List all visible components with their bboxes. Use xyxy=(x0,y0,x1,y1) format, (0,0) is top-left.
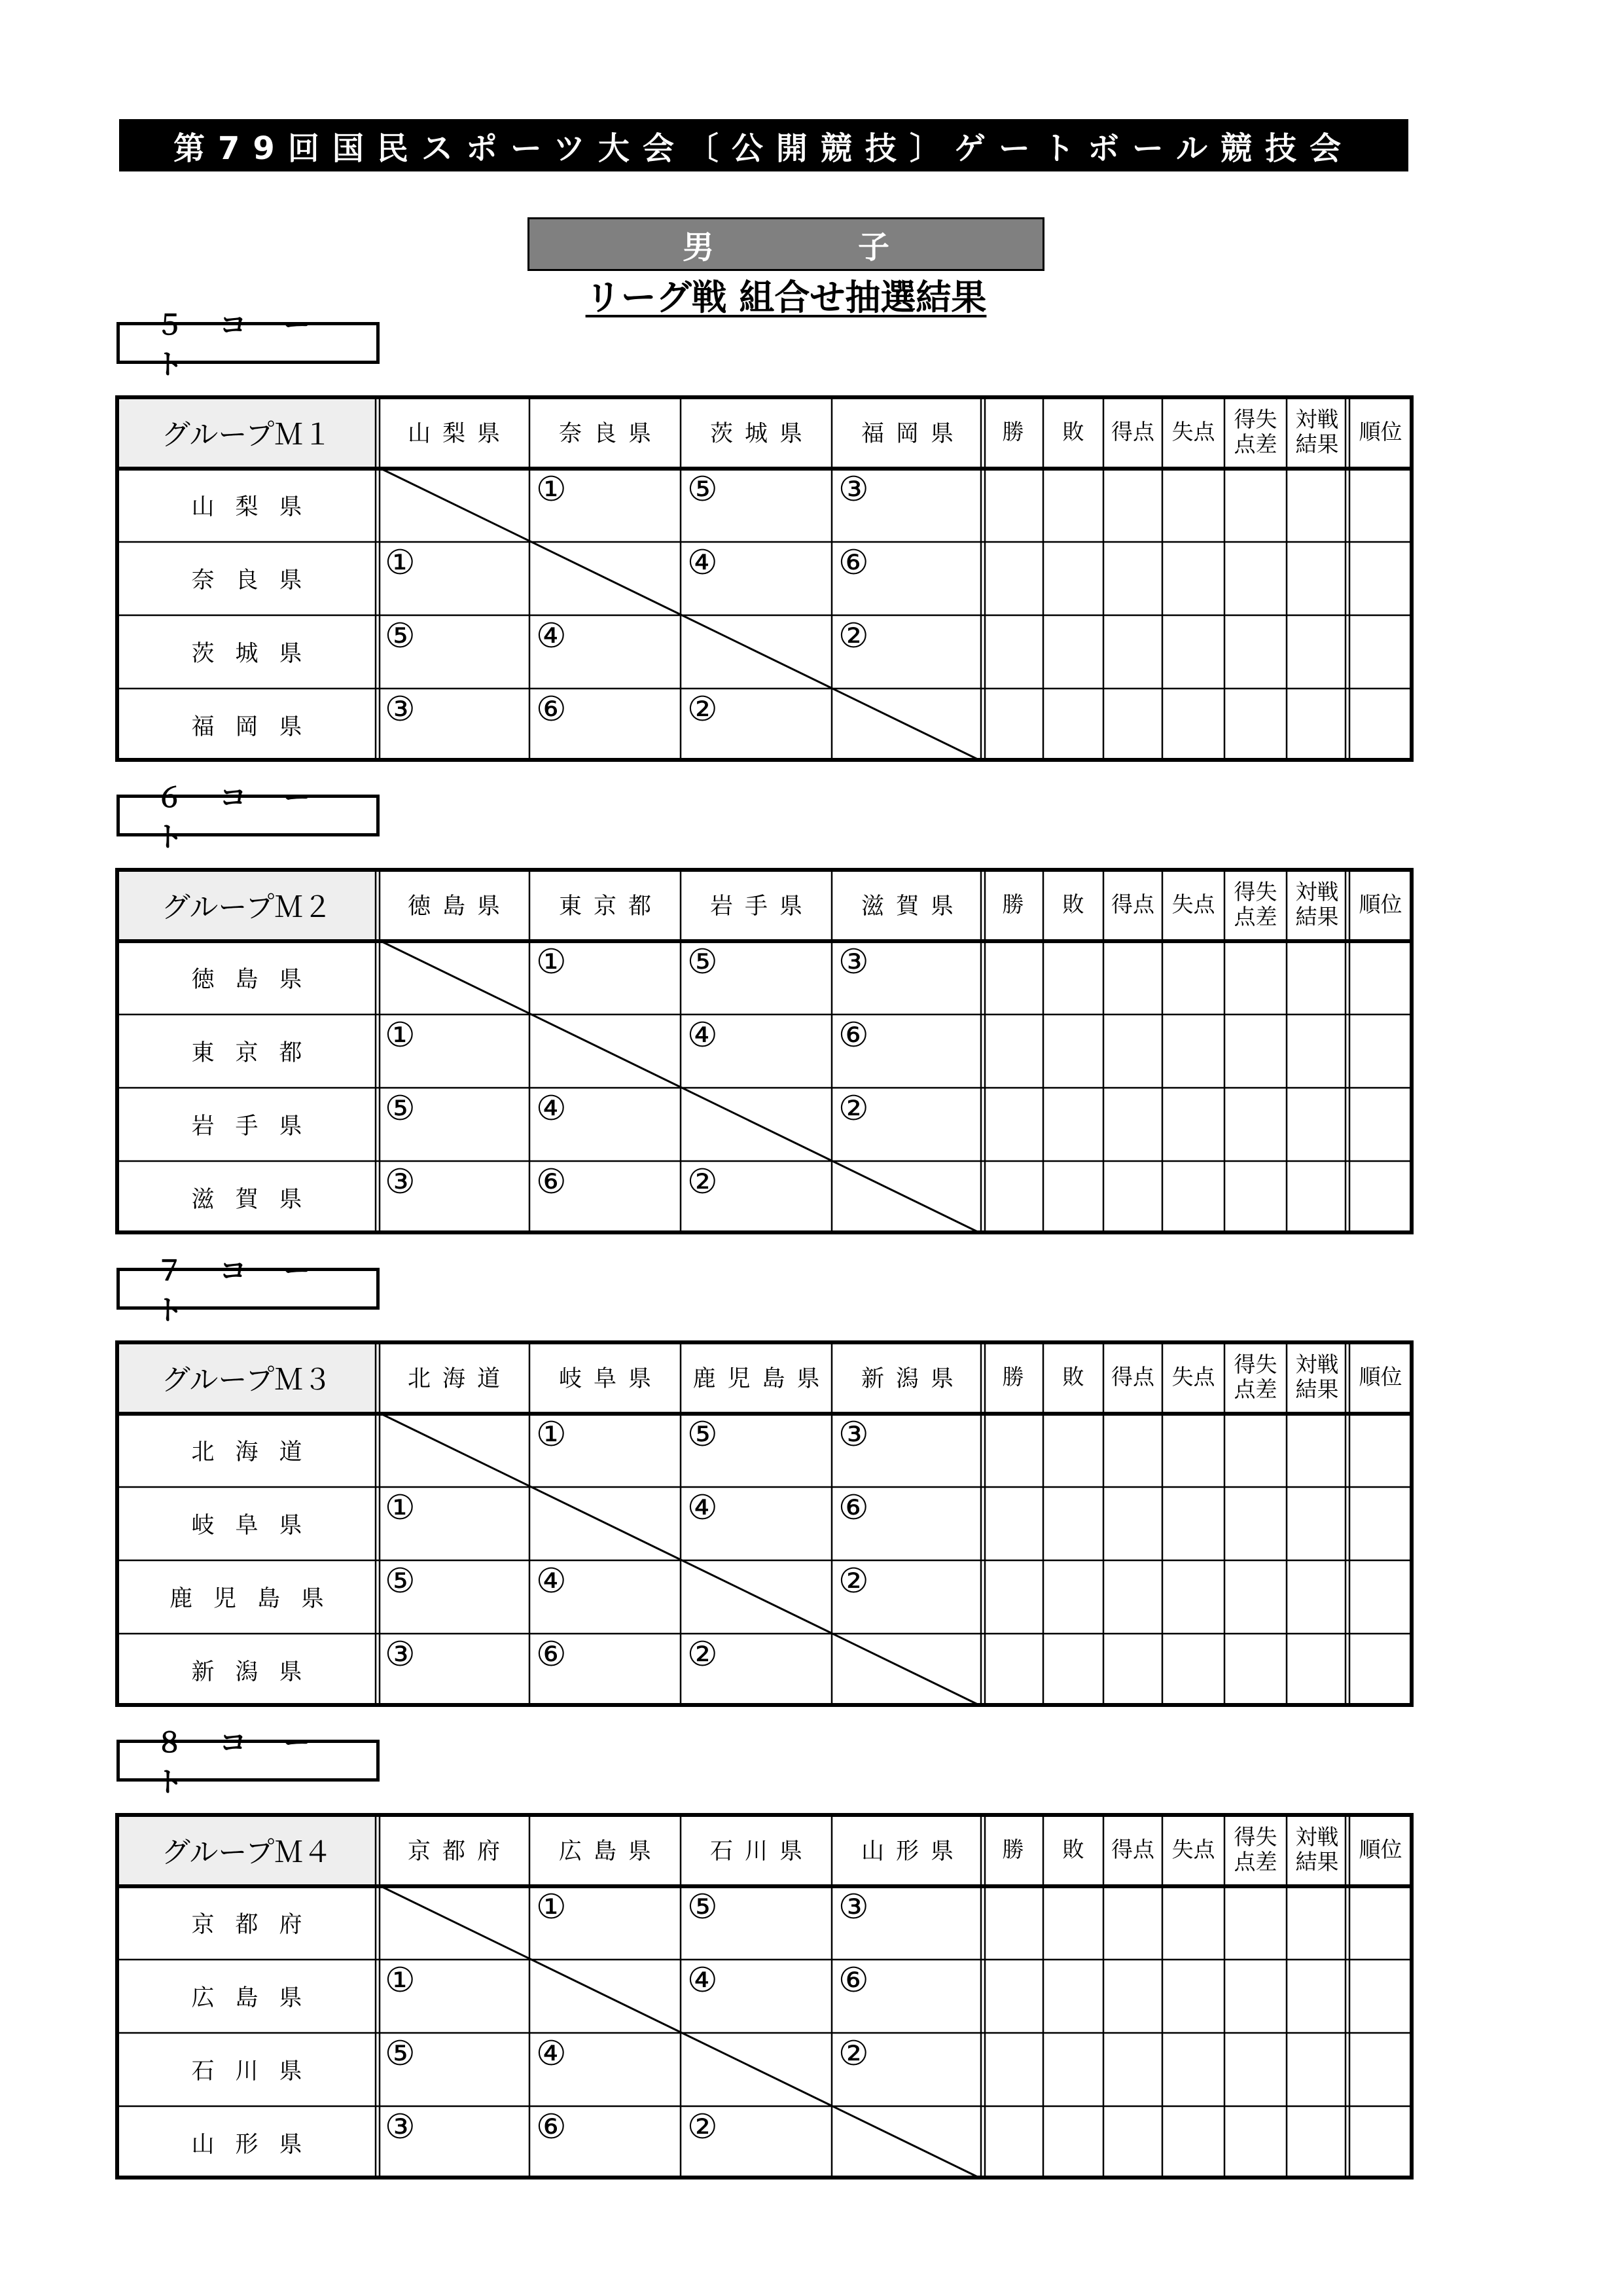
col-team-header: 山梨県 xyxy=(407,421,512,447)
stat-header-line1: 失点 xyxy=(1171,419,1215,444)
stat-header xyxy=(1162,1340,1224,1414)
stat-header xyxy=(983,1813,1043,1886)
row-team-header: 茨城県 xyxy=(191,641,323,667)
stat-header-line1: 失点 xyxy=(1171,1837,1215,1862)
group-table xyxy=(115,868,1414,1234)
match-number: ② xyxy=(838,2034,869,2073)
stat-header xyxy=(1347,868,1414,941)
match-number: ① xyxy=(536,1415,567,1454)
stat-header-line2: 結果 xyxy=(1295,904,1339,929)
court-label: ５コート xyxy=(116,322,380,364)
stat-header-line2: 結果 xyxy=(1295,1849,1339,1874)
match-number: ③ xyxy=(838,1888,869,1927)
row-team-header: 京都府 xyxy=(191,1912,323,1938)
group-table xyxy=(115,395,1414,762)
gender-char-2: 子 xyxy=(858,228,890,266)
court-label: ８コート xyxy=(116,1740,380,1782)
row-team-header: 広島県 xyxy=(191,1985,323,2011)
stat-header-line1: 対戦 xyxy=(1295,406,1339,432)
match-number: ⑤ xyxy=(687,1415,718,1454)
match-number: ④ xyxy=(687,543,718,583)
match-number: ② xyxy=(687,1635,718,1674)
group-table xyxy=(115,1813,1414,2179)
match-number: ⑤ xyxy=(687,1888,718,1927)
stat-header-line1: 失点 xyxy=(1171,1364,1215,1390)
row-team-header: 鹿児島県 xyxy=(169,1586,345,1612)
stat-header xyxy=(1224,1813,1287,1886)
match-number: ⑤ xyxy=(385,617,416,656)
match-number: ⑥ xyxy=(838,1961,869,2000)
row-team-header: 福岡県 xyxy=(191,714,323,740)
col-team-header: 滋賀県 xyxy=(861,893,965,920)
match-number: ⑤ xyxy=(687,942,718,982)
stat-header-line1: 対戦 xyxy=(1295,1824,1339,1850)
stat-header-line1: 対戦 xyxy=(1295,1352,1339,1377)
stat-header xyxy=(1103,395,1162,469)
match-number: ⑤ xyxy=(385,2034,416,2073)
match-number: ② xyxy=(838,617,869,656)
gender-char-1: 男 xyxy=(682,228,714,266)
stat-header-line2: 点差 xyxy=(1234,1849,1277,1874)
col-team-header: 福岡県 xyxy=(861,421,965,447)
stat-header xyxy=(1103,868,1162,941)
stat-header-line1: 得点 xyxy=(1111,1837,1154,1862)
match-number: ⑥ xyxy=(536,1635,567,1674)
row-team-header: 山梨県 xyxy=(191,494,323,520)
competition-title-banner xyxy=(119,119,1408,171)
stat-header-line1: 失点 xyxy=(1171,891,1215,917)
col-team-header: 岐阜県 xyxy=(558,1366,663,1392)
match-number: ⑥ xyxy=(536,690,567,729)
match-number: ② xyxy=(687,690,718,729)
stat-header-line1: 敗 xyxy=(1062,419,1084,444)
row-team-header: 東京都 xyxy=(191,1040,323,1066)
competition-title: 第79回国民スポーツ大会〔公開競技〕ゲートボール競技会 xyxy=(173,130,1354,167)
stat-header-line1: 順位 xyxy=(1359,1364,1402,1390)
stat-header xyxy=(1043,395,1103,469)
group-name: グループＭ４ xyxy=(161,1836,332,1869)
stat-header xyxy=(1287,1813,1347,1886)
stat-header xyxy=(1103,1813,1162,1886)
stat-header-line1: 順位 xyxy=(1359,1837,1402,1862)
col-team-header: 鹿児島県 xyxy=(692,1366,832,1392)
stat-header-line2: 結果 xyxy=(1295,1376,1339,1402)
match-number: ③ xyxy=(838,942,869,982)
match-number: ① xyxy=(536,470,567,509)
match-number: ⑤ xyxy=(687,470,718,509)
match-number: ⑥ xyxy=(838,1016,869,1055)
col-team-header: 北海道 xyxy=(407,1366,512,1392)
match-number: ④ xyxy=(687,1016,718,1055)
stat-header-line2: 点差 xyxy=(1234,431,1277,457)
row-team-header: 滋賀県 xyxy=(191,1187,323,1213)
stat-header-line1: 対戦 xyxy=(1295,879,1339,905)
col-team-header: 石川県 xyxy=(709,1839,814,1865)
stat-header xyxy=(983,1340,1043,1414)
match-number: ⑥ xyxy=(536,2108,567,2147)
match-number: ⑥ xyxy=(838,1488,869,1528)
group-name: グループＭ３ xyxy=(161,1363,332,1397)
row-team-header: 山形県 xyxy=(191,2132,323,2158)
match-number: ② xyxy=(838,1089,869,1128)
stat-header xyxy=(1224,1340,1287,1414)
stat-header-line1: 勝 xyxy=(1002,419,1024,444)
match-number: ④ xyxy=(536,2034,567,2073)
match-number: ③ xyxy=(838,1415,869,1454)
match-number: ② xyxy=(838,1562,869,1601)
match-number: ① xyxy=(536,942,567,982)
col-team-header: 東京都 xyxy=(558,893,663,920)
match-number: ⑥ xyxy=(536,1162,567,1202)
row-team-header: 北海道 xyxy=(191,1439,323,1465)
group-name: グループＭ１ xyxy=(161,418,332,452)
stat-header xyxy=(1162,868,1224,941)
col-team-header: 奈良県 xyxy=(558,421,663,447)
stat-header-line1: 敗 xyxy=(1062,1364,1084,1390)
match-number: ④ xyxy=(687,1488,718,1528)
stat-header-line1: 敗 xyxy=(1062,1837,1084,1862)
match-number: ⑤ xyxy=(385,1089,416,1128)
col-team-header: 山形県 xyxy=(861,1839,965,1865)
gender-banner xyxy=(527,217,1044,271)
stat-header-line1: 得失 xyxy=(1234,1352,1277,1377)
stat-header-line1: 得点 xyxy=(1111,419,1154,444)
match-number: ③ xyxy=(385,1635,416,1674)
stat-header xyxy=(1347,1813,1414,1886)
stat-header xyxy=(983,868,1043,941)
stat-header-line2: 結果 xyxy=(1295,431,1339,457)
match-number: ④ xyxy=(536,1089,567,1128)
stat-header xyxy=(983,395,1043,469)
match-number: ③ xyxy=(385,2108,416,2147)
stat-header xyxy=(1287,395,1347,469)
col-team-header: 徳島県 xyxy=(407,893,512,920)
stat-header-line1: 勝 xyxy=(1002,891,1024,917)
match-number: ⑥ xyxy=(838,543,869,583)
match-number: ① xyxy=(385,1016,416,1055)
stat-header-line1: 得点 xyxy=(1111,891,1154,917)
stat-header xyxy=(1287,1340,1347,1414)
match-number: ⑤ xyxy=(385,1562,416,1601)
stat-header-line1: 得失 xyxy=(1234,406,1277,432)
stat-header-line2: 点差 xyxy=(1234,1376,1277,1402)
group-table xyxy=(115,1340,1414,1707)
row-team-header: 石川県 xyxy=(191,2058,323,2085)
row-team-header: 徳島県 xyxy=(191,967,323,993)
col-team-header: 岩手県 xyxy=(709,893,814,920)
match-number: ③ xyxy=(838,470,869,509)
stat-header xyxy=(1103,1340,1162,1414)
match-number: ① xyxy=(385,543,416,583)
match-number: ① xyxy=(385,1488,416,1528)
stat-header xyxy=(1224,868,1287,941)
stat-header-line2: 点差 xyxy=(1234,904,1277,929)
row-team-header: 奈良県 xyxy=(191,567,323,594)
col-team-header: 新潟県 xyxy=(861,1366,965,1392)
match-number: ③ xyxy=(385,690,416,729)
match-number: ② xyxy=(687,1162,718,1202)
stat-header xyxy=(1162,395,1224,469)
stat-header xyxy=(1224,395,1287,469)
stat-header-line1: 得失 xyxy=(1234,1824,1277,1850)
stat-header-line1: 順位 xyxy=(1359,891,1402,917)
stat-header-line1: 勝 xyxy=(1002,1364,1024,1390)
group-name: グループＭ２ xyxy=(161,891,332,924)
match-number: ④ xyxy=(536,617,567,656)
court-label: ７コート xyxy=(116,1268,380,1310)
stat-header xyxy=(1347,1340,1414,1414)
court-label: ６コート xyxy=(116,795,380,836)
row-team-header: 岩手県 xyxy=(191,1113,323,1139)
match-number: ① xyxy=(536,1888,567,1927)
stat-header-line1: 得点 xyxy=(1111,1364,1154,1390)
page-subtitle xyxy=(527,274,1044,322)
stat-header-line1: 得失 xyxy=(1234,879,1277,905)
row-team-header: 新潟県 xyxy=(191,1659,323,1685)
col-team-header: 茨城県 xyxy=(709,421,814,447)
match-number: ④ xyxy=(687,1961,718,2000)
stat-header xyxy=(1287,868,1347,941)
stat-header-line1: 勝 xyxy=(1002,1837,1024,1862)
subtitle-text: リーグ戦 組合せ抽選結果 xyxy=(585,277,987,318)
match-number: ④ xyxy=(536,1562,567,1601)
stat-header-line1: 順位 xyxy=(1359,419,1402,444)
match-number: ③ xyxy=(385,1162,416,1202)
stat-header xyxy=(1043,1340,1103,1414)
col-team-header: 京都府 xyxy=(407,1839,512,1865)
match-number: ② xyxy=(687,2108,718,2147)
match-number: ① xyxy=(385,1961,416,2000)
stat-header xyxy=(1162,1813,1224,1886)
stat-header xyxy=(1347,395,1414,469)
stat-header-line1: 敗 xyxy=(1062,891,1084,917)
stat-header xyxy=(1043,1813,1103,1886)
row-team-header: 岐阜県 xyxy=(191,1513,323,1539)
stat-header xyxy=(1043,868,1103,941)
col-team-header: 広島県 xyxy=(558,1839,663,1865)
